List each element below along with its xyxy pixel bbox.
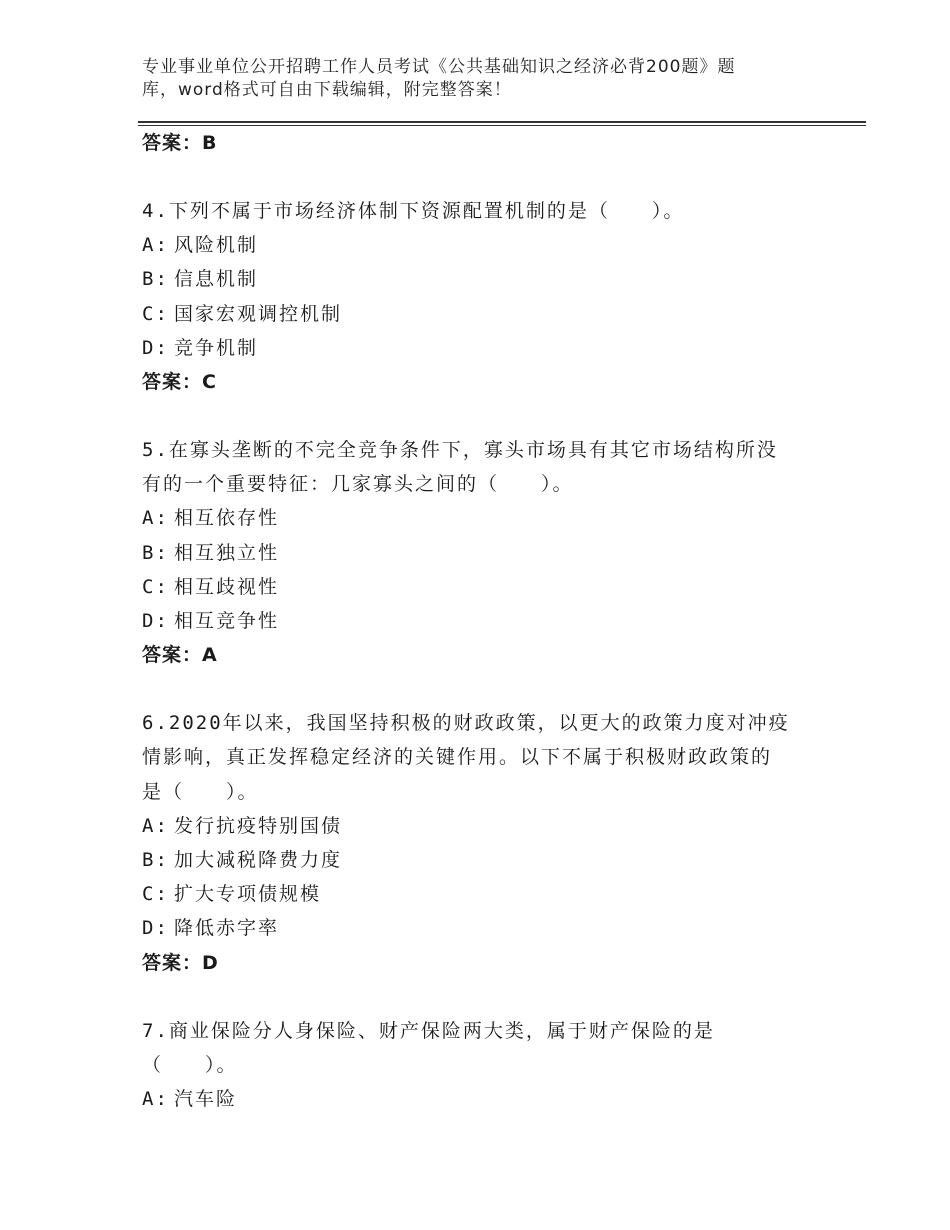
option-label: D: bbox=[142, 610, 169, 633]
header-divider-thick bbox=[138, 121, 866, 123]
question-text-line: 5.在寡头垄断的不完全竞争条件下，寡头市场具有其它市场结构所没 bbox=[142, 439, 778, 462]
option-text: 降低赤字率 bbox=[174, 917, 280, 940]
option-a bbox=[142, 228, 822, 262]
option-text: 风险机制 bbox=[174, 234, 259, 257]
option-a bbox=[142, 809, 822, 843]
option-label: B: bbox=[142, 849, 169, 872]
option-b bbox=[142, 262, 822, 296]
option-text: 竞争机制 bbox=[174, 336, 259, 359]
option-text: 相互依存性 bbox=[174, 507, 280, 530]
option-label: D: bbox=[142, 336, 169, 359]
option-label: A: bbox=[142, 1088, 169, 1111]
option-text: 国家宏观调控机制 bbox=[174, 302, 343, 325]
option-c bbox=[142, 877, 822, 911]
header-line-1: 专业事业单位公开招聘工作人员考试《公共基础知识之经济必背200题》题 bbox=[142, 57, 736, 77]
document-header bbox=[142, 56, 782, 102]
answer: 答案：C bbox=[142, 371, 217, 394]
question-5 bbox=[142, 433, 822, 672]
option-c bbox=[142, 297, 822, 331]
option-text: 扩大专项债规模 bbox=[174, 883, 322, 906]
option-text: 信息机制 bbox=[174, 268, 259, 291]
document-body bbox=[142, 126, 822, 1116]
option-d bbox=[142, 911, 822, 945]
header-line-2: 库，word格式可自由下载编辑，附完整答案！ bbox=[142, 80, 512, 100]
question-text-line: 是（ ）。 bbox=[142, 780, 259, 803]
option-text: 汽车险 bbox=[174, 1088, 238, 1111]
answer: 答案：A bbox=[142, 644, 218, 667]
option-label: A: bbox=[142, 234, 169, 257]
option-label: B: bbox=[142, 541, 169, 564]
option-label: C: bbox=[142, 575, 169, 598]
question-6 bbox=[142, 706, 822, 979]
option-a bbox=[142, 1082, 822, 1116]
option-text: 相互独立性 bbox=[174, 541, 280, 564]
question-7 bbox=[142, 1014, 822, 1117]
option-text: 加大减税降费力度 bbox=[174, 849, 343, 872]
option-label: D: bbox=[142, 917, 169, 940]
option-a bbox=[142, 501, 822, 535]
answer-q3: 答案：B bbox=[142, 132, 218, 154]
question-text-line: 6.2020年以来，我国坚持积极的财政政策，以更大的政策力度对冲疫 bbox=[142, 712, 790, 735]
question-text-line: 7.商业保险分人身保险、财产保险两大类，属于财产保险的是 bbox=[142, 1019, 715, 1042]
option-text: 相互竞争性 bbox=[174, 610, 280, 633]
option-b bbox=[142, 536, 822, 570]
question-text-line: 4.下列不属于市场经济体制下资源配置机制的是（ ）。 bbox=[142, 200, 685, 222]
option-c bbox=[142, 570, 822, 604]
question-4 bbox=[142, 194, 822, 399]
answer: 答案：D bbox=[142, 951, 219, 974]
question-text-line: 有的一个重要特征：几家寡头之间的（ ）。 bbox=[142, 473, 574, 496]
option-d bbox=[142, 331, 822, 365]
option-label: C: bbox=[142, 883, 169, 906]
question-text-line: 情影响，真正发挥稳定经济的关键作用。以下不属于积极财政政策的 bbox=[142, 746, 773, 769]
option-text: 发行抗疫特别国债 bbox=[174, 814, 343, 837]
option-b bbox=[142, 843, 822, 877]
option-text: 相互歧视性 bbox=[174, 575, 280, 598]
option-label: B: bbox=[142, 268, 169, 291]
option-label: A: bbox=[142, 507, 169, 530]
option-label: C: bbox=[142, 302, 169, 325]
question-text-line: （ ）。 bbox=[142, 1053, 238, 1076]
option-label: A: bbox=[142, 814, 169, 837]
option-d bbox=[142, 604, 822, 638]
